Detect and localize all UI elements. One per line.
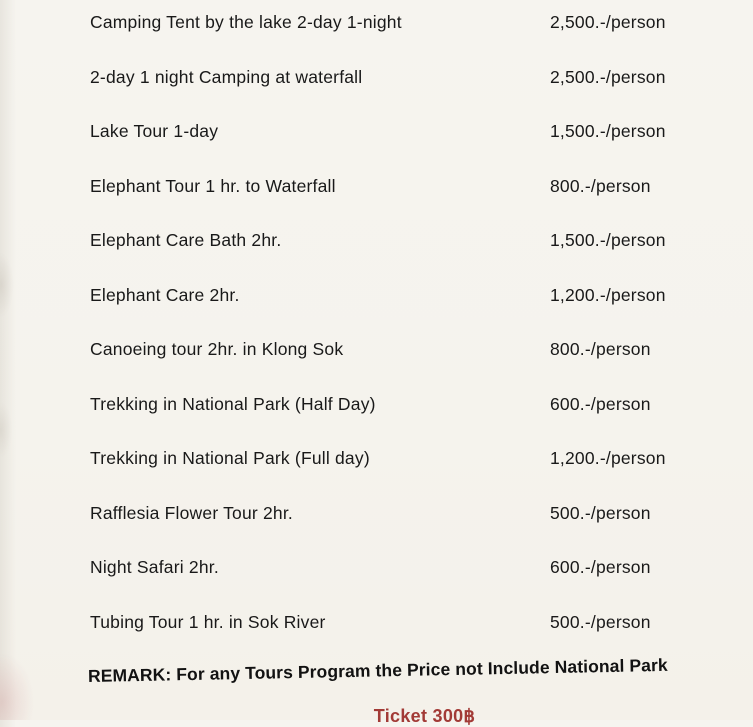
price-row — [0, 65, 753, 120]
remark-text: REMARK: For any Tours Program the Price not Include National Park — [87, 654, 668, 686]
price-row — [0, 501, 753, 556]
tour-name: Trekking in National Park (Half Day) — [90, 393, 376, 414]
tour-name: Elephant Care Bath 2hr. — [90, 230, 282, 250]
tour-name: Trekking in National Park (Full day) — [90, 448, 370, 468]
price-row — [0, 228, 753, 283]
tour-name: Camping Tent by the lake 2-day 1-night — [90, 12, 402, 32]
tour-price: 500.-/person — [550, 611, 651, 632]
price-row — [0, 446, 753, 501]
price-row — [0, 392, 753, 447]
tour-name: Tubing Tour 1 hr. in Sok River — [90, 611, 326, 632]
price-row — [0, 119, 753, 174]
tour-price: 1,500.-/person — [550, 121, 666, 141]
price-row — [0, 283, 753, 338]
price-row — [0, 174, 753, 229]
price-row — [0, 337, 753, 392]
tour-name: Elephant Care 2hr. — [90, 284, 240, 305]
tour-price: 600.-/person — [550, 557, 651, 577]
tour-price: 1,500.-/person — [550, 230, 666, 250]
price-row — [0, 10, 753, 65]
tour-name: Rafflesia Flower Tour 2hr. — [90, 502, 293, 523]
tour-price: 800.-/person — [550, 339, 651, 359]
ticket-price-note: Ticket 300฿ — [373, 706, 476, 726]
tour-name: Canoeing tour 2hr. in Klong Sok — [90, 339, 344, 359]
tour-price: 800.-/person — [550, 175, 651, 196]
tour-price: 600.-/person — [550, 393, 651, 414]
tour-price: 500.-/person — [550, 502, 651, 523]
price-row — [0, 555, 753, 610]
tour-price: 2,500.-/person — [550, 12, 666, 32]
tour-name: Lake Tour 1-day — [90, 121, 219, 141]
tour-name: Elephant Tour 1 hr. to Waterfall — [90, 175, 336, 196]
tour-name: Night Safari 2hr. — [90, 557, 219, 577]
tour-name: 2-day 1 night Camping at waterfall — [90, 66, 363, 87]
tour-price: 1,200.-/person — [550, 284, 666, 305]
tour-price: 2,500.-/person — [550, 66, 666, 87]
tour-price: 1,200.-/person — [550, 448, 666, 468]
